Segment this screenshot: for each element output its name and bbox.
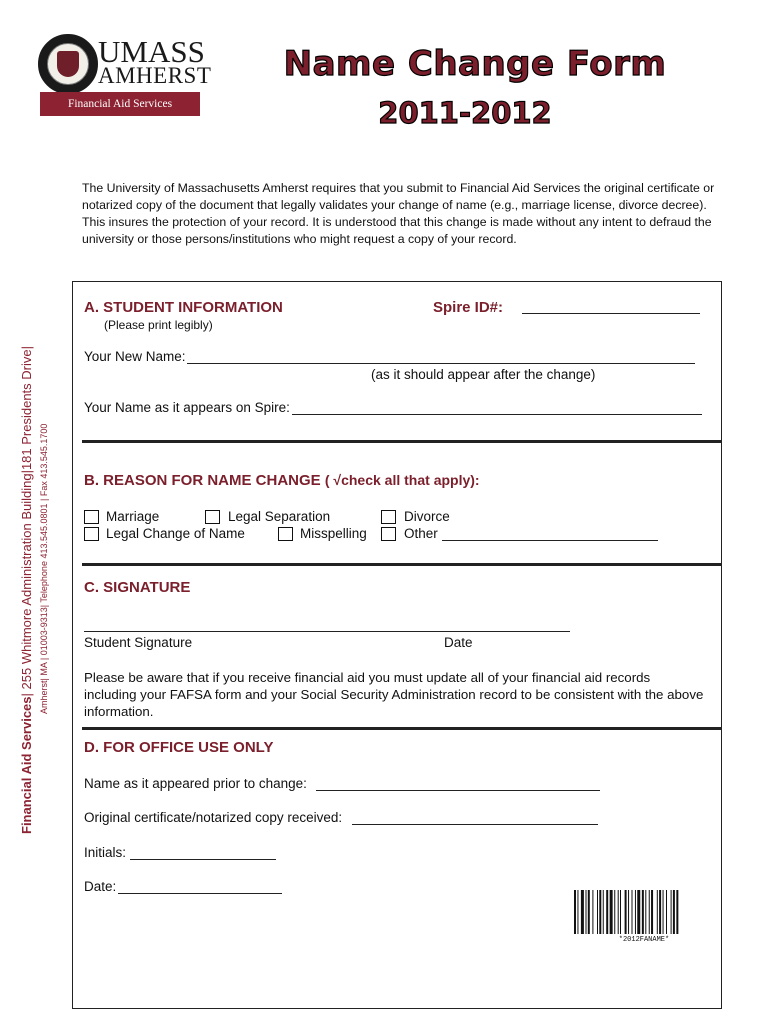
signature-label: Student Signature: [84, 635, 193, 650]
marriage-checkbox[interactable]: [84, 510, 99, 524]
barcode-bar: [577, 890, 578, 934]
barcode-bar: [632, 890, 633, 934]
section-b-heading: [84, 472, 480, 489]
logo-wordmark-top: UMASS: [98, 34, 205, 69]
barcode-bar: [625, 890, 627, 934]
side-address-line1: [18, 346, 36, 834]
barcode-bar: [581, 890, 584, 934]
university-seal-icon: [38, 34, 98, 94]
barcode-bar: [645, 890, 646, 934]
barcode-bar: [671, 890, 672, 934]
legal-separation-checkbox[interactable]: [205, 510, 220, 524]
logo-department-text: Financial Aid Services: [67, 98, 173, 110]
side-address-street: | 255 Whitmore Administration Building|181 Presidents Drive|: [19, 346, 34, 697]
prior-name-label: Name as it appeared prior to change:: [84, 776, 307, 791]
marriage-label: Marriage: [106, 509, 160, 524]
section-d-heading: D. FOR OFFICE USE ONLY: [84, 739, 274, 756]
barcode-bar: [574, 890, 576, 934]
section-divider: [82, 727, 722, 730]
barcode-bar: [599, 890, 601, 934]
logo-wordmark-bottom: AMHERST: [98, 63, 212, 88]
barcode-bar: [651, 890, 653, 934]
barcode-bar: [628, 890, 629, 934]
section-c-heading: C. SIGNATURE: [84, 579, 191, 596]
certificate-label: Original certificate/notarized copy received:: [84, 810, 343, 825]
barcode-bar: [614, 890, 615, 934]
prior-name-field[interactable]: [316, 790, 600, 791]
initials-label: Initials:: [84, 845, 127, 860]
office-date-field[interactable]: [118, 893, 282, 894]
legal-change-checkbox[interactable]: [84, 527, 99, 541]
barcode-bar: [676, 890, 678, 934]
intro-paragraph: The University of Massachusetts Amherst requires that you submit to Financial Aid Services the original certificate or notarized copy of the document that legally validates your change of name (e.g., marriage license, divorce decree). This insures the protection of your record. It is understood that this change is made without any intent to defraud the university or those persons/institutions who might request a copy of your record.: [82, 181, 715, 246]
barcode-bar: [597, 890, 598, 934]
barcode-bar: [637, 890, 640, 934]
logo-department-bar: [40, 92, 200, 116]
signature-date-label: Date: [444, 635, 473, 650]
section-b-heading-note: ( √check all that apply):: [324, 472, 480, 488]
barcode-bar: [673, 890, 675, 934]
misspelling-checkbox[interactable]: [278, 527, 293, 541]
new-name-label: Your New Name:: [84, 349, 186, 364]
office-date-label: Date:: [84, 879, 117, 894]
divorce-checkbox[interactable]: [381, 510, 396, 524]
signature-field[interactable]: [84, 631, 570, 632]
barcode-bar: [642, 890, 644, 934]
spire-id-field[interactable]: [522, 313, 700, 314]
barcode-bar: [618, 890, 619, 934]
barcode-bar: [659, 890, 661, 934]
divorce-label: Divorce: [404, 509, 450, 524]
barcode-bar: [610, 890, 613, 934]
barcode-bar: [666, 890, 667, 934]
other-checkbox[interactable]: [381, 527, 396, 541]
new-name-note: (as it should appear after the change): [371, 367, 596, 382]
new-name-field[interactable]: [187, 363, 695, 364]
section-b-heading-text: B. REASON FOR NAME CHANGE: [84, 472, 321, 489]
section-divider: [82, 440, 722, 443]
fafsa-notice: Please be aware that if you receive financial aid you must update all of your financial aid records including your FAFSA form and your Social Security Administration record to be consistent with the above information.: [84, 670, 704, 719]
barcode-bar: [606, 890, 608, 934]
barcode-bar: [586, 890, 587, 934]
spire-id-label: Spire ID#:: [433, 299, 504, 316]
barcode: [574, 890, 714, 934]
barcode-bar: [620, 890, 621, 934]
legal-separation-label: Legal Separation: [228, 509, 331, 524]
initials-field[interactable]: [130, 859, 276, 860]
barcode-bar: [603, 890, 604, 934]
barcode-bar: [663, 890, 664, 934]
misspelling-label: Misspelling: [300, 526, 367, 541]
spire-name-label: Your Name as it appears on Spire:: [84, 400, 290, 415]
print-legibly-note: (Please print legibly): [104, 318, 213, 332]
section-divider: [82, 563, 722, 566]
legal-change-label: Legal Change of Name: [106, 526, 245, 541]
barcode-bar: [635, 890, 636, 934]
barcode-bar: [592, 890, 593, 934]
barcode-bar: [649, 890, 650, 934]
side-address-line2: Amherst| MA | 01003-9313| Telephone 413.545.0801 | Fax 413.545.1700: [39, 423, 49, 714]
barcode-bar: [657, 890, 658, 934]
umass-logo: [38, 34, 212, 116]
form-year: 2011-2012: [378, 96, 552, 130]
form-title: Name Change Form: [283, 44, 667, 84]
other-field[interactable]: [442, 540, 658, 541]
other-label: Other: [404, 526, 438, 541]
side-address-office: Financial Aid Services: [19, 696, 34, 834]
section-a-heading: A. STUDENT INFORMATION: [84, 299, 283, 316]
spire-name-field[interactable]: [292, 414, 702, 415]
barcode-label: *2012FANAME*: [618, 936, 670, 944]
barcode-bar: [588, 890, 590, 934]
certificate-field[interactable]: [352, 824, 598, 825]
